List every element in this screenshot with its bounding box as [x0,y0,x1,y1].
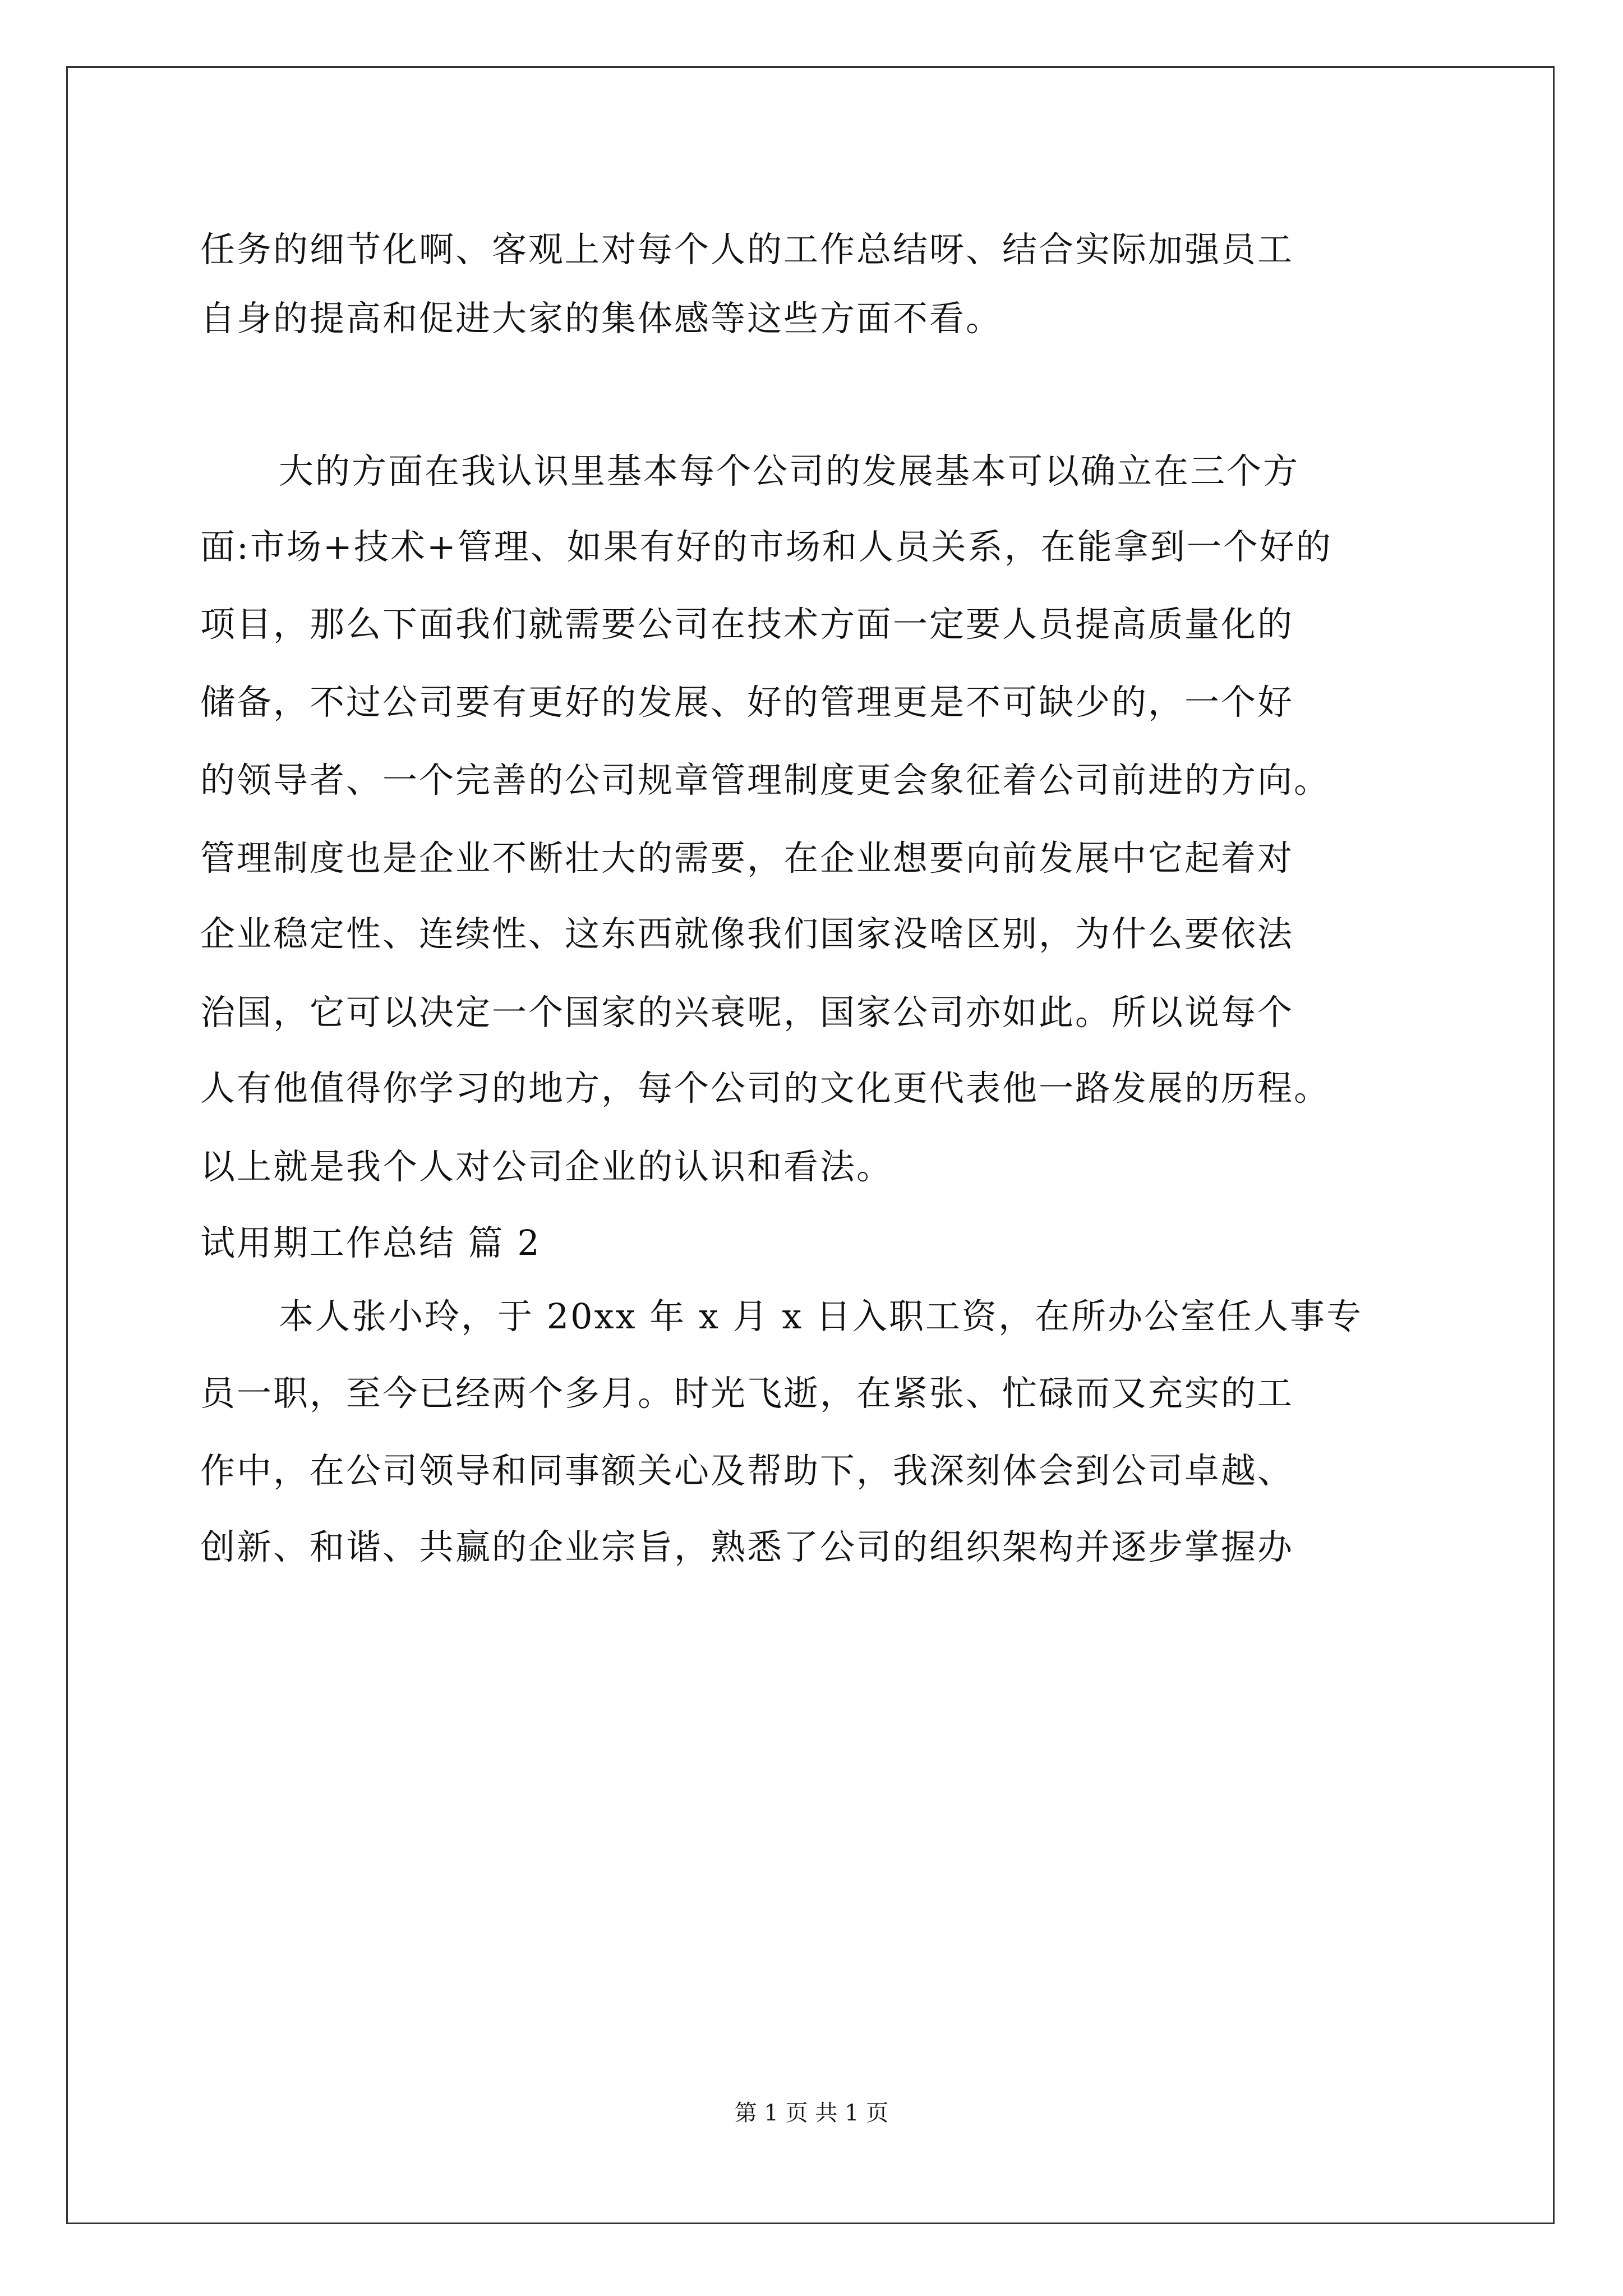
text-line: 本人张小玲，于 20xx 年 x 月 x 日入职工资，在所办公室任人事专 [279,1296,1363,1337]
text-line: 人有他值得你学习的地方，每个公司的文化更代表他一路发展的历程。 [200,1068,1331,1108]
section-heading: 试用期工作总结 篇 2 [200,1222,541,1263]
text-line: 员一职，至今已经两个多月。时光飞逝，在紧张、忙碌而又充实的工 [200,1373,1294,1414]
text-line: 治国，它可以决定一个国家的兴衰呢，国家公司亦如此。所以说每个 [200,992,1294,1033]
text-line: 自身的提高和促进大家的集体感等这些方面不看。 [200,298,1003,339]
text-line: 管理制度也是企业不断壮大的需要，在企业想要向前发展中它起着对 [200,838,1294,878]
page-footer: 第 1 页 共 1 页 [734,2100,889,2126]
text-line: 的领导者、一个完善的公司规章管理制度更会象征着公司前进的方向。 [200,760,1331,800]
text-line: 企业稳定性、连续性、这东西就像我们国家没啥区别，为什么要依法 [200,913,1294,954]
text-line: 储备，不过公司要有更好的发展、好的管理更是不可缺少的，一个好 [200,682,1294,723]
text-line: 以上就是我个人对公司企业的认识和看法。 [200,1146,893,1187]
text-line: 任务的细节化啊、客观上对每个人的工作总结呀、结合实际加强员工 [200,229,1294,270]
text-line: 项目，那么下面我们就需要公司在技术方面一定要人员提高质量化的 [200,604,1294,645]
text-line: 大的方面在我认识里基本每个公司的发展基本可以确立在三个方 [279,450,1300,491]
text-line: 面:市场+技术+管理、如果有好的市场和人员关系，在能拿到一个好的 [200,526,1332,567]
text-line: 创新、和谐、共赢的企业宗旨，熟悉了公司的组织架构并逐步掌握办 [200,1526,1294,1567]
text-line: 作中，在公司领导和同事额关心及帮助下，我深刻体会到公司卓越、 [200,1450,1294,1491]
